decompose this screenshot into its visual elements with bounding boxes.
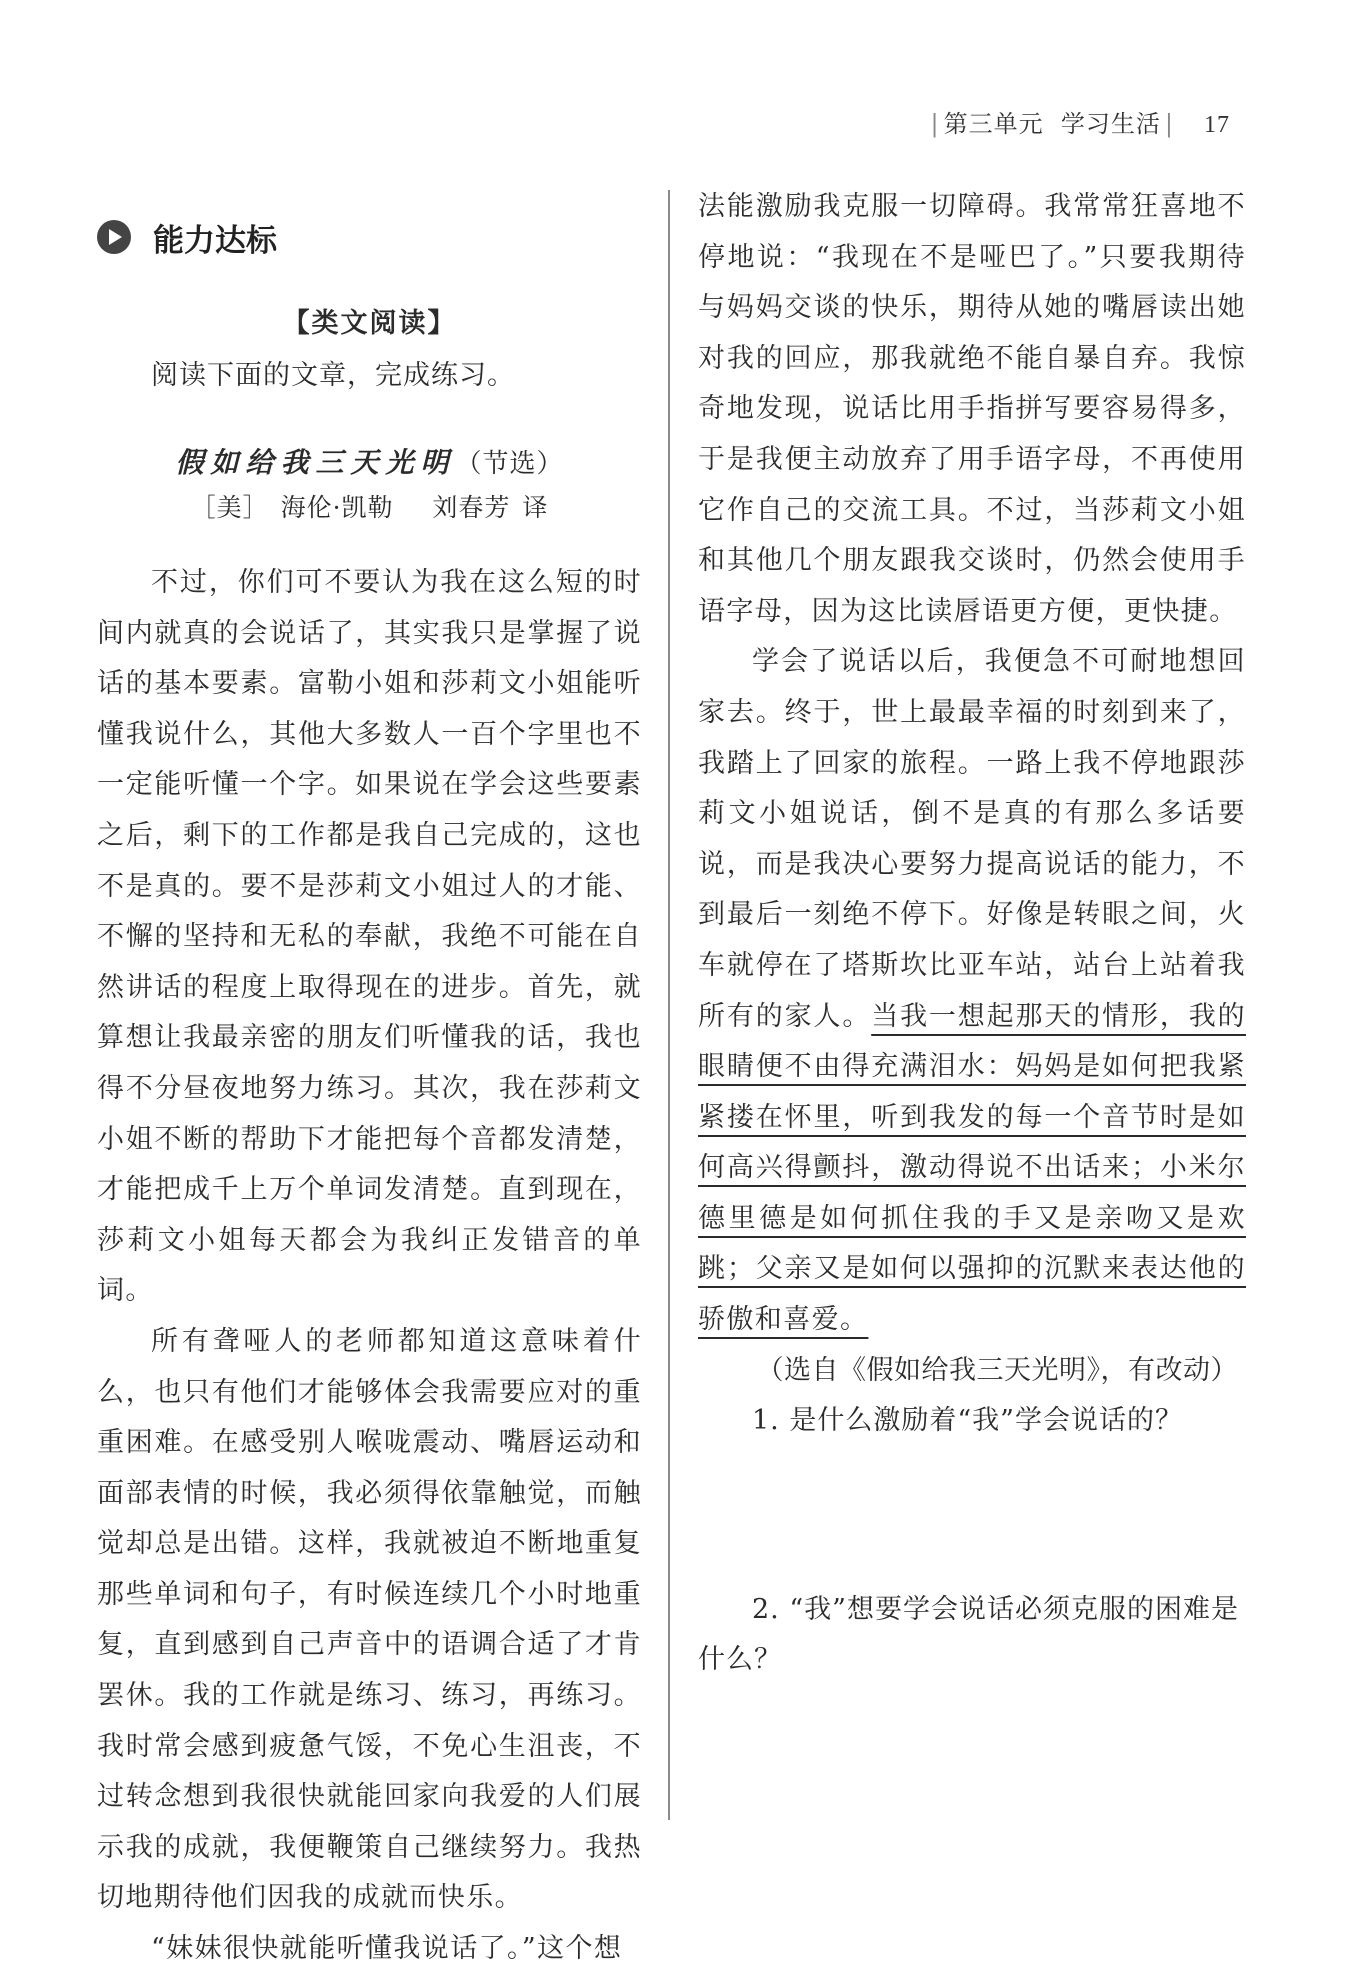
play-circle-icon	[97, 220, 131, 254]
article-title-text: 假如给我三天光明	[175, 446, 456, 479]
article-title-note: （节选）	[455, 449, 564, 479]
unit-label: 第三单元	[943, 110, 1044, 138]
question-2: 2. “我”想要学会说话必须克服的困难是什么？	[698, 1593, 1239, 1676]
topic-label: 学习生活	[1060, 110, 1161, 138]
translator-name: 刘春芳	[432, 493, 511, 522]
paragraph-4	[698, 637, 1246, 1345]
article-byline	[97, 486, 642, 530]
left-column	[97, 190, 642, 1975]
column-divider	[668, 190, 670, 1820]
paragraph-2: 所有聋哑人的老师都知道这意味着什么，也只有他们才能够体会我需要应对的重重困难。在感受别人喉咙震动、嘴唇运动和面部表情的时候，我必须得依靠触觉，而触觉却总是出错。这样，我就被迫不断地重复那些单词和句子，有时候连续几个小时地重复，直到感到自己声音中的语调合适了才肯罢休。我的工作就是练习、练习，再练习。我时常会感到疲惫气馁，不免心生沮丧，不过转念想到我很快就能回家向我爱的人们展示我的成就，我便鞭策自己继续努力。我热切地期待他们因我的成就而快乐。	[97, 1325, 642, 1914]
page-number: 17	[1204, 112, 1230, 138]
author-nationality: ［美］	[190, 493, 269, 522]
section-subtitle: 【类文阅读】	[282, 308, 457, 339]
author-name: 海伦·凯勒	[280, 493, 394, 522]
section-title: 能力达标	[153, 222, 277, 259]
section-heading	[97, 212, 642, 262]
right-column	[698, 182, 1246, 1686]
translator-role: 译	[522, 493, 549, 522]
header-separator: |	[930, 110, 940, 138]
paragraph-3-continued: 法能激励我克服一切障碍。我常常狂喜地不停地说：“我现在不是哑巴了。”只要我期待与妈妈交谈的快乐，期待从她的嘴唇读出她对我的回应，那我就绝不能自暴自弃。我惊奇地发现，说话比用手指拼写要容易得多，于是我便主动放弃了用手语字母，不再使用它作自己的交流工具。不过，当莎莉文小姐和其他几个朋友跟我交谈时，仍然会使用手语字母，因为这比读唇语更方便，更快捷。	[698, 191, 1246, 627]
source-citation: （选自《假如给我三天光明》，有改动）	[756, 1354, 1238, 1386]
paragraph-4-text: 学会了说话以后，我便急不可耐地想回家去。终于，世上最最幸福的时刻到来了，我踏上了回家的旅程。一路上我不停地跟莎莉文小姐说话，倒不是真的有那么多话要说，而是我决心要努力提高说话的能力，不到最后一刻绝不停下。好像是转眼之间，火车就停在了塔斯坎比亚车站，站台上站着我所有的家人。	[698, 646, 1246, 1032]
header-separator: |	[1164, 110, 1174, 138]
paragraph-1: 不过，你们可不要认为我在这么短的时间内就真的会说话了，其实我只是掌握了说话的基本要素。富勒小姐和莎莉文小姐能听懂我说什么，其他大多数人一百个字里也不一定能听懂一个字。如果说在学会这些要素之后，剩下的工作都是我自己完成的，这也不是真的。要不是莎莉文小姐过人的才能、不懈的坚持和无私的奉献，我绝不可能在自然讲话的程度上取得现在的进步。首先，就算想让我最亲密的朋友们听懂我的话，我也得不分昼夜地努力练习。其次，我在莎莉文小姐不断的帮助下才能把每个音都发清楚，才能把成千上万个单词发清楚。直到现在，莎莉文小姐每天都会为我纠正发错音的单词。	[97, 567, 642, 1307]
underlined-passage: 当我一想起那天的情形，我的眼睛便不由得充满泪水：妈妈是如何把我紧紧搂在怀里，听到我发的每一个音节时是如何高兴得颤抖，激动得说不出话来；小米尔德里德是如何抓住我的手又是亲吻又是欢跳；父亲又是如何以强抑的沉默来表达他的骄傲和喜爱。	[698, 1000, 1246, 1336]
question-1: 1. 是什么激励着“我”学会说话的？	[752, 1405, 1183, 1437]
page-header	[927, 104, 1230, 139]
article-title	[97, 440, 642, 486]
reading-instruction: 阅读下面的文章，完成练习。	[151, 360, 515, 391]
paragraph-3: “妹妹很快就能听懂我说话了。”这个想	[151, 1933, 623, 1965]
